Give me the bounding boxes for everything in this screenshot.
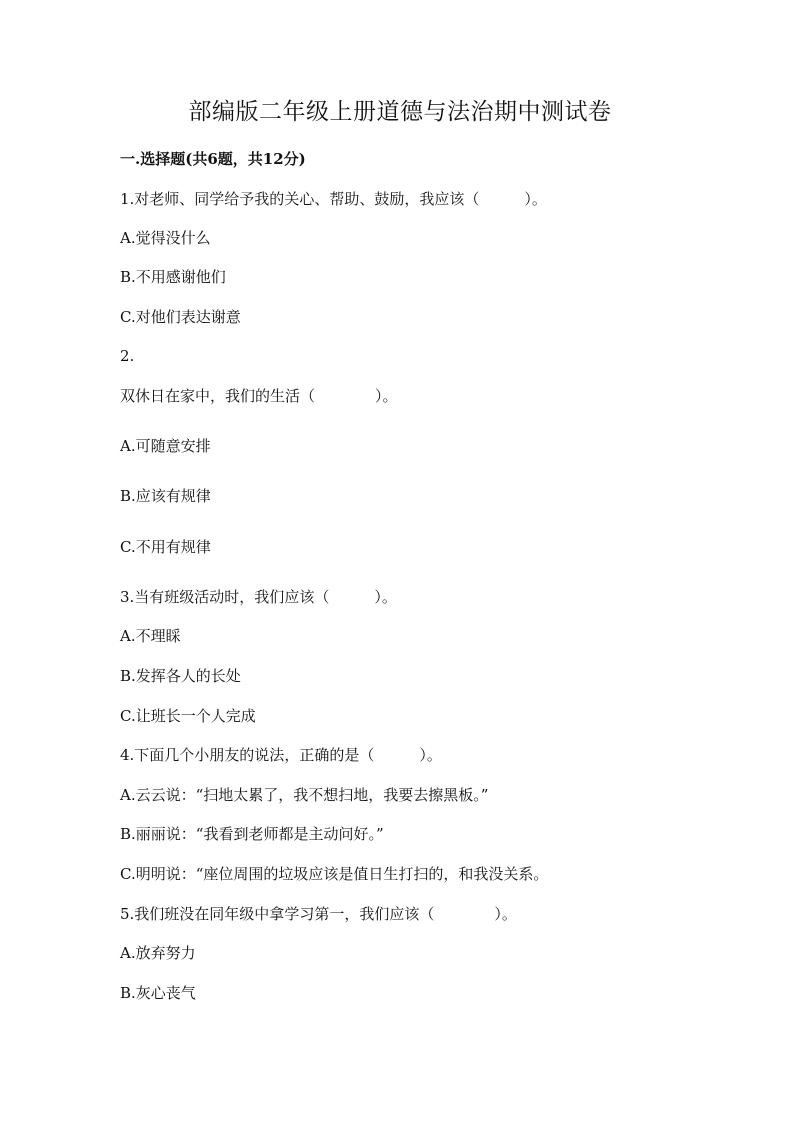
question-5-option-b: B.灰心丧气 xyxy=(120,984,196,1002)
question-2-option-a: A.可随意安排 xyxy=(120,437,211,455)
section-heading: 一.选择题(共6题，共12分) xyxy=(120,150,306,168)
question-2-stem: 双休日在家中，我们的生活（ ）。 xyxy=(120,387,398,405)
question-3-option-b: B.发挥各人的长处 xyxy=(120,667,241,685)
question-2-option-b: B.应该有规律 xyxy=(120,487,211,505)
question-4-option-c: C.明明说：“座位周围的垃圾应该是值日生打扫的，和我没关系。 xyxy=(120,865,549,883)
question-4-option-b: B.丽丽说：“我看到老师都是主动问好。” xyxy=(120,825,384,843)
question-1-option-a: A.觉得没什么 xyxy=(120,229,211,247)
question-5-option-a: A.放弃努力 xyxy=(120,944,196,962)
question-3-option-c: C.让班长一个人完成 xyxy=(120,707,256,725)
question-4-stem: 4.下面几个小朋友的说法，正确的是（ ）。 xyxy=(120,746,442,764)
question-4-option-a: A.云云说：“扫地太累了，我不想扫地，我要去擦黑板。” xyxy=(120,786,489,804)
question-2-number: 2. xyxy=(120,347,135,365)
question-5-stem: 5.我们班没在同年级中拿学习第一，我们应该（ ）。 xyxy=(120,905,517,923)
question-1-stem: 1.对老师、同学给予我的关心、帮助、鼓励，我应该（ ）。 xyxy=(120,190,547,208)
page-title: 部编版二年级上册道德与法治期中测试卷 xyxy=(188,99,612,125)
question-1-option-b: B.不用感谢他们 xyxy=(120,268,226,286)
question-3-option-a: A.不理睬 xyxy=(120,627,181,645)
question-1-option-c: C.对他们表达谢意 xyxy=(120,308,241,326)
question-2-option-c: C.不用有规律 xyxy=(120,538,211,556)
question-3-stem: 3.当有班级活动时，我们应该（ ）。 xyxy=(120,588,397,606)
